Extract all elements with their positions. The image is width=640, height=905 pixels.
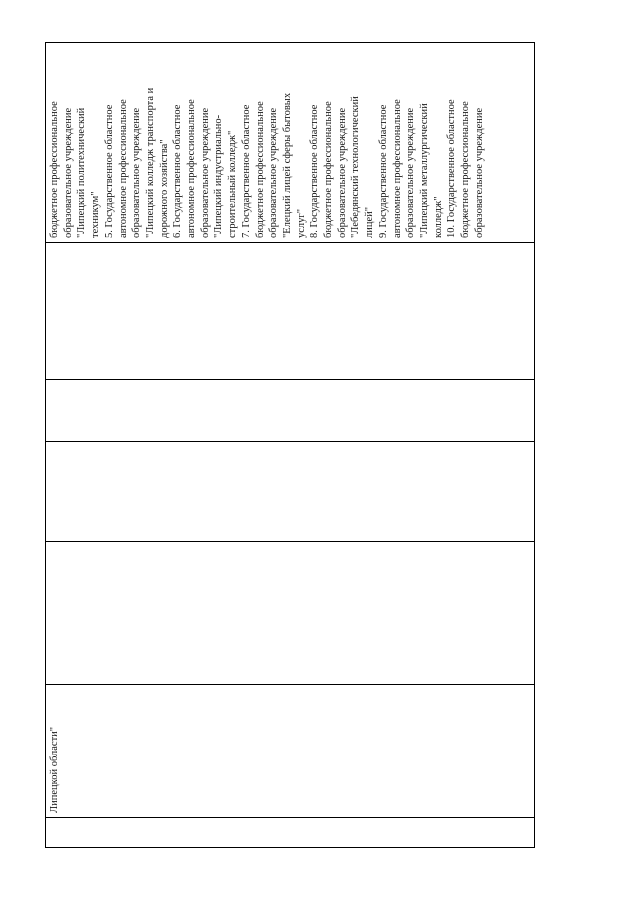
table-row bbox=[46, 43, 535, 848]
cell-empty-2 bbox=[46, 442, 535, 542]
cell-empty-1 bbox=[46, 542, 535, 685]
cell-empty-4 bbox=[46, 243, 535, 380]
cell-region-text: Липецкой области" bbox=[49, 726, 60, 813]
cell-number bbox=[46, 818, 535, 848]
rotated-table-frame bbox=[45, 43, 535, 848]
institutions-list-text: бюджетное профессиональное образовательное учреждение "Липецкий политехнический техникум" 5. Государственное областное автономное профессиональное образовательное учреждение "Липецкий колледж транспорта и дорожного хозяйства" 6. Государственное областное автономное профессиональное образовательное учреждение "Липецкий индустриально- строительный колледж" 7. Государственное областное бюджетное профессиональное образовательное учреждение "Елецкий лицей сферы бытовых услуг" 8. Государственное областное бюджетное профессиональное образовательное учреждение "Лебедянский технологический лицей" 9. Государственное областное автономное профессиональное образовательное учреждение "Липецкий металлургический колледж" 10. Государственное областное бюджетное профессиональное образовательное учреждение bbox=[49, 87, 485, 238]
cell-institutions bbox=[46, 43, 535, 243]
cell-region bbox=[46, 685, 535, 818]
document-table bbox=[45, 42, 535, 848]
cell-empty-3 bbox=[46, 380, 535, 442]
